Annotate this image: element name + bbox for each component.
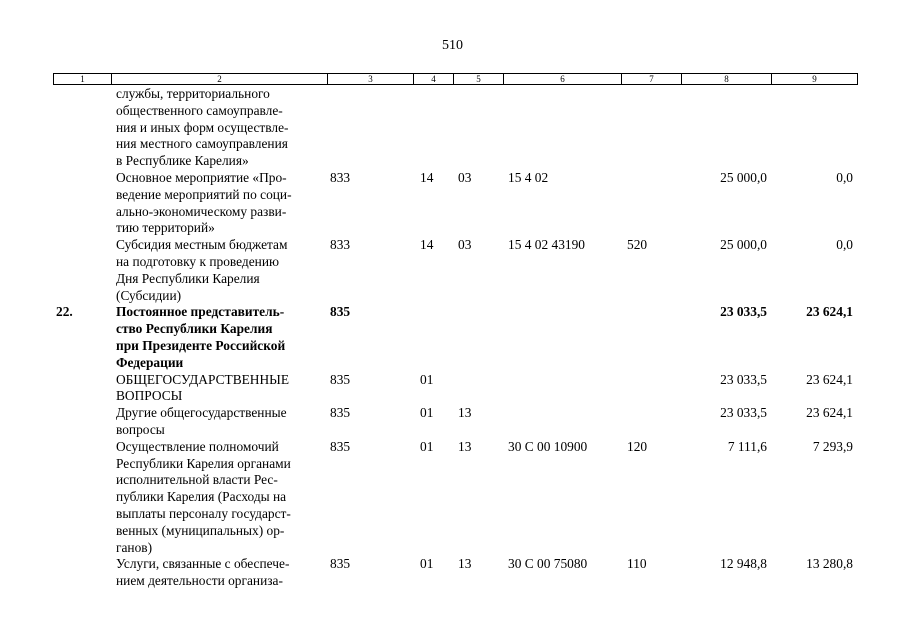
column-number-header bbox=[53, 73, 858, 85]
row-section: 14 bbox=[420, 169, 434, 185]
row-section: 01 bbox=[420, 556, 434, 572]
row-expense-type: 520 bbox=[627, 237, 648, 253]
row-expense-type bbox=[621, 170, 681, 237]
row-amount-col9 bbox=[771, 86, 857, 170]
row-number bbox=[53, 237, 111, 304]
column-header-5: 5 bbox=[454, 74, 504, 85]
row-admin-code bbox=[327, 86, 413, 170]
row-target-article: 15 4 02 43190 bbox=[508, 237, 585, 253]
page-number: 510 bbox=[442, 38, 463, 53]
table-row bbox=[53, 237, 857, 304]
row-target-article: 30 С 00 10900 bbox=[508, 438, 588, 454]
row-expense-type bbox=[621, 86, 681, 170]
row-name: Осуществление полномочий Республики Карелия органами исполнительной власти Рес- публики Карелия (Расходы на выплаты персоналу государст- венных (муниципальных) ор- ганов) bbox=[116, 438, 291, 555]
row-subsection: 13 bbox=[458, 556, 472, 572]
row-name: Субсидия местным бюджетам на подготовку к проведению Дня Республики Карелия (Субсидии) bbox=[116, 237, 288, 303]
row-section bbox=[413, 304, 453, 371]
row-number bbox=[53, 170, 111, 237]
column-header-8: 8 bbox=[682, 74, 772, 85]
row-target-article bbox=[503, 304, 621, 371]
row-amount-col9: 7 293,9 bbox=[812, 438, 853, 454]
row-subsection bbox=[453, 372, 503, 406]
row-subsection: 03 bbox=[458, 237, 472, 253]
row-target-article: 30 С 00 75080 bbox=[508, 556, 588, 572]
row-section bbox=[413, 86, 453, 170]
row-section: 01 bbox=[420, 405, 434, 421]
table-row bbox=[53, 372, 857, 406]
column-header-4: 4 bbox=[414, 74, 454, 85]
row-number bbox=[53, 86, 111, 170]
column-header-9: 9 bbox=[772, 74, 858, 85]
row-target-article bbox=[503, 86, 621, 170]
row-expense-type bbox=[621, 405, 681, 439]
row-number bbox=[53, 405, 111, 439]
row-expense-type: 110 bbox=[627, 556, 647, 572]
table-row bbox=[53, 170, 857, 237]
row-amount-col8: 12 948,8 bbox=[720, 556, 767, 572]
table-row bbox=[53, 405, 857, 439]
row-amount-col8: 7 111,6 bbox=[727, 438, 767, 454]
row-amount-col9: 23 624,1 bbox=[806, 405, 853, 421]
table-row bbox=[53, 439, 857, 557]
row-admin-code: 833 bbox=[330, 237, 351, 253]
column-header-7: 7 bbox=[622, 74, 682, 85]
row-amount-col9: 0,0 bbox=[836, 237, 853, 253]
budget-table bbox=[53, 86, 857, 590]
row-amount-col8: 23 033,5 bbox=[720, 371, 767, 387]
row-expense-type bbox=[621, 304, 681, 371]
row-name: Услуги, связанные с обеспече- нием деятельности организа- bbox=[116, 556, 290, 589]
row-name: ОБЩЕГОСУДАРСТВЕННЫЕ ВОПРОСЫ bbox=[116, 371, 290, 404]
row-admin-code: 835 bbox=[330, 556, 351, 572]
row-number bbox=[53, 439, 111, 557]
row-amount-col8 bbox=[681, 86, 771, 170]
row-target-article bbox=[503, 405, 621, 439]
row-amount-col8: 23 033,5 bbox=[720, 405, 767, 421]
table-row bbox=[53, 86, 857, 170]
row-number bbox=[53, 556, 111, 590]
row-expense-type: 120 bbox=[627, 438, 648, 454]
row-subsection bbox=[453, 86, 503, 170]
column-header-1: 1 bbox=[54, 74, 112, 85]
row-amount-col9: 0,0 bbox=[836, 169, 853, 185]
row-section: 01 bbox=[420, 438, 434, 454]
row-admin-code: 833 bbox=[330, 169, 351, 185]
row-subsection: 13 bbox=[458, 405, 472, 421]
row-name: Постоянное представитель- ство Республики Карелия при Президенте Российской Федерации bbox=[116, 304, 286, 370]
row-admin-code: 835 bbox=[330, 371, 351, 387]
table-row bbox=[53, 556, 857, 590]
row-amount-col9: 23 624,1 bbox=[806, 304, 853, 320]
row-number bbox=[53, 372, 111, 406]
row-number: 22. bbox=[56, 304, 73, 320]
table-row bbox=[53, 304, 857, 371]
column-header-2: 2 bbox=[112, 74, 328, 85]
column-header-3: 3 bbox=[328, 74, 414, 85]
row-expense-type bbox=[621, 372, 681, 406]
row-amount-col8: 25 000,0 bbox=[720, 237, 767, 253]
row-name: Другие общегосударственные вопросы bbox=[116, 405, 287, 437]
row-name: Основное мероприятие «Про- ведение мероприятий по соци- ально-экономическому разви- тию территорий» bbox=[116, 169, 292, 236]
row-section: 14 bbox=[420, 237, 434, 253]
row-subsection: 03 bbox=[458, 169, 472, 185]
row-name: службы, территориального общественного самоуправле- ния и иных форм осуществле- ния местного самоуправления в Республике Карелия» bbox=[116, 86, 289, 169]
row-admin-code: 835 bbox=[330, 304, 351, 320]
row-subsection bbox=[453, 304, 503, 371]
column-header-6: 6 bbox=[504, 74, 622, 85]
row-amount-col9: 13 280,8 bbox=[806, 556, 853, 572]
row-target-article bbox=[503, 372, 621, 406]
row-amount-col8: 25 000,0 bbox=[720, 169, 767, 185]
row-amount-col9: 23 624,1 bbox=[806, 371, 853, 387]
row-amount-col8: 23 033,5 bbox=[720, 304, 767, 320]
row-admin-code: 835 bbox=[330, 405, 351, 421]
row-section: 01 bbox=[420, 371, 434, 387]
row-subsection: 13 bbox=[458, 438, 472, 454]
row-admin-code: 835 bbox=[330, 438, 351, 454]
row-target-article: 15 4 02 bbox=[508, 169, 549, 185]
